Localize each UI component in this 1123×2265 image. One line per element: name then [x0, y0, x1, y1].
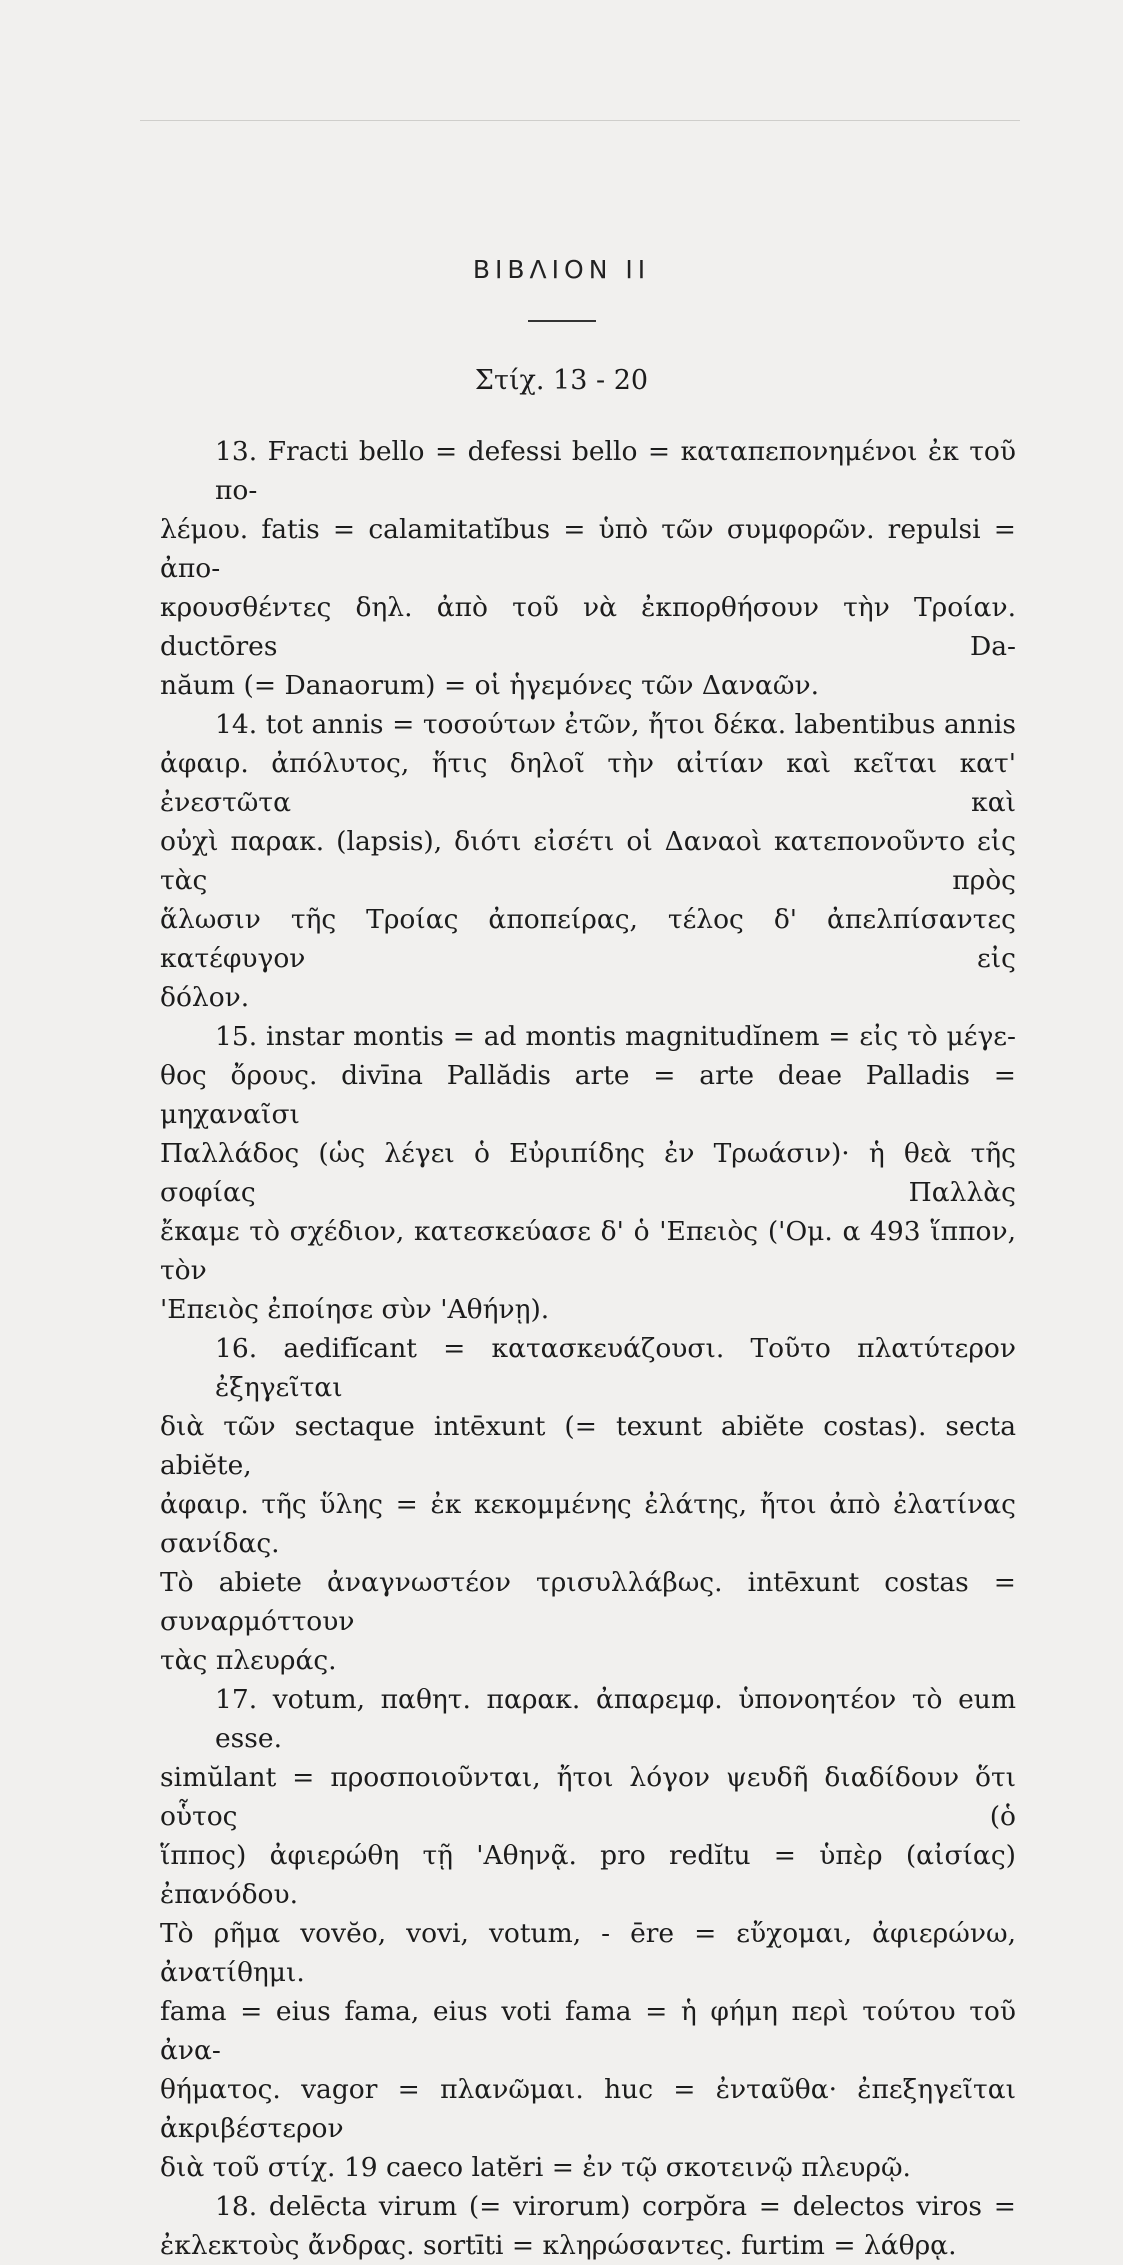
entry-line: διὰ τοῦ στίχ. 19 caeco latĕri = ἐν τῷ σκοτεινῷ πλευρῷ.	[160, 2152, 911, 2183]
entry-line: δόλον.	[160, 982, 250, 1013]
entry-line: Τὸ abiete ἀναγνωστέον τρισυλλάβως. intēxunt costas = συναρμόττουν	[160, 1567, 1016, 1637]
header-rule	[140, 120, 1020, 121]
entry-first-line: 13. Fracti bello = defessi bello = καταπεπονημένοι ἐκ τοῦ πο-	[215, 436, 1016, 506]
entry-line: διὰ τῶν sectaque intēxunt (= texunt abiĕte costas). secta abiĕte,	[160, 1411, 1016, 1481]
entry-line: năum (= Danaorum) = οἱ ἡγεμόνες τῶν Δαναῶν.	[160, 670, 820, 701]
commentary-entry	[160, 705, 1016, 1017]
entry-line: ἔκαμε τὸ σχέδιον, κατεσκεύασε δ' ὁ 'Επειὸς ('Ομ. α 493 ἵππον, τὸν	[160, 1216, 1016, 1286]
verse-range: Στίχ. 13 - 20	[474, 365, 649, 396]
entry-line: τὰς πλευράς.	[160, 1645, 337, 1676]
entry-line: οὐχὶ παρακ. (lapsis), διότι εἰσέτι οἱ Δαναοὶ κατεπονοῦντο εἰς τὰς πρὸς	[160, 826, 1016, 896]
entry-first-line: 14. tot annis = τοσούτων ἐτῶν, ἤτοι δέκα. labentibus annis	[215, 709, 1016, 740]
commentary-entry	[160, 432, 1016, 705]
commentary-entry	[160, 1329, 1016, 1680]
entry-line: κρουσθέντες δηλ. ἀπὸ τοῦ νὰ ἐκπορθήσουν τὴν Τροίαν. ductōres Da-	[160, 592, 1016, 662]
commentary-entry	[160, 2187, 1016, 2265]
entry-line: ἵππος) ἀφιερώθη τῇ 'Αθηνᾷ. pro redĭtu = ὑπὲρ (αἰσίας) ἐπανόδου.	[160, 1840, 1016, 1910]
entry-line: ἀφαιρ. ἀπόλυτος, ἥτις δηλοῖ τὴν αἰτίαν καὶ κεῖται κατ' ἐνεστῶτα καὶ	[160, 748, 1016, 818]
commentary-entry	[160, 1017, 1016, 1329]
entry-line: 'Επειὸς ἐποίησε σὺν 'Αθήνῃ).	[160, 1294, 550, 1325]
entry-line: λέμου. fatis = calamitatĭbus = ὑπὸ τῶν συμφορῶν. repulsi = ἀπο-	[160, 514, 1016, 584]
entry-line: Παλλάδος (ὡς λέγει ὁ Εὐριπίδης ἐν Τρωάσιν)· ἡ θεὰ τῆς σοφίας Παλλὰς	[160, 1138, 1016, 1208]
entry-line: θος ὄρους. divīna Pallădis arte = arte deae Palladis = μηχαναῖσι	[160, 1060, 1016, 1130]
entry-line: Τὸ ρῆμα vovĕo, vovi, votum, - ēre = εὔχομαι, ἀφιερώνω, ἀνατίθημι.	[160, 1918, 1016, 1988]
entry-first-line: 17. votum, παθητ. παρακ. ἀπαρεμφ. ὑπονοητέον τὸ eum esse.	[215, 1684, 1016, 1754]
commentary-body	[160, 432, 1016, 2265]
entry-line: ἅλωσιν τῆς Τροίας ἀποπείρας, τέλος δ' ἀπελπίσαντες κατέφυγον εἰς	[160, 904, 1016, 974]
entry-first-line: 18. delēcta virum (= virorum) corpŏra = delectos viros =	[215, 2191, 1016, 2222]
entry-line: fama = eius fama, eius voti fama = ἡ φήμη περὶ τούτου τοῦ ἀνα-	[160, 1996, 1016, 2066]
entry-first-line: 16. aedifĭcant = κατασκευάζουσι. Τοῦτο πλατύτερον ἐξηγεῖται	[215, 1333, 1016, 1403]
title-divider	[528, 320, 596, 322]
commentary-entry	[160, 1680, 1016, 2187]
entry-line: ἐκλεκτοὺς ἄνδρας. sortīti = κληρώσαντες. furtim = λάθρᾳ.	[160, 2230, 957, 2261]
entry-line: θήματος. vagor = πλανῶμαι. huc = ἐνταῦθα· ἐπεξηγεῖται ἀκριβέστερον	[160, 2074, 1016, 2144]
entry-first-line: 15. instar montis = ad montis magnitudĭnem = εἰς τὸ μέγε-	[215, 1021, 1016, 1052]
entry-line: ἀφαιρ. τῆς ὕλης = ἐκ κεκομμένης ἐλάτης, ἤτοι ἀπὸ ἐλατίνας σανίδας.	[160, 1489, 1016, 1559]
entry-line: simŭlant = προσποιοῦνται, ἤτοι λόγον ψευδῆ διαδίδουν ὅτι οὗτος (ὁ	[160, 1762, 1016, 1832]
book-title: ΒΙΒΛΙΟΝ ΙΙ	[472, 255, 651, 284]
